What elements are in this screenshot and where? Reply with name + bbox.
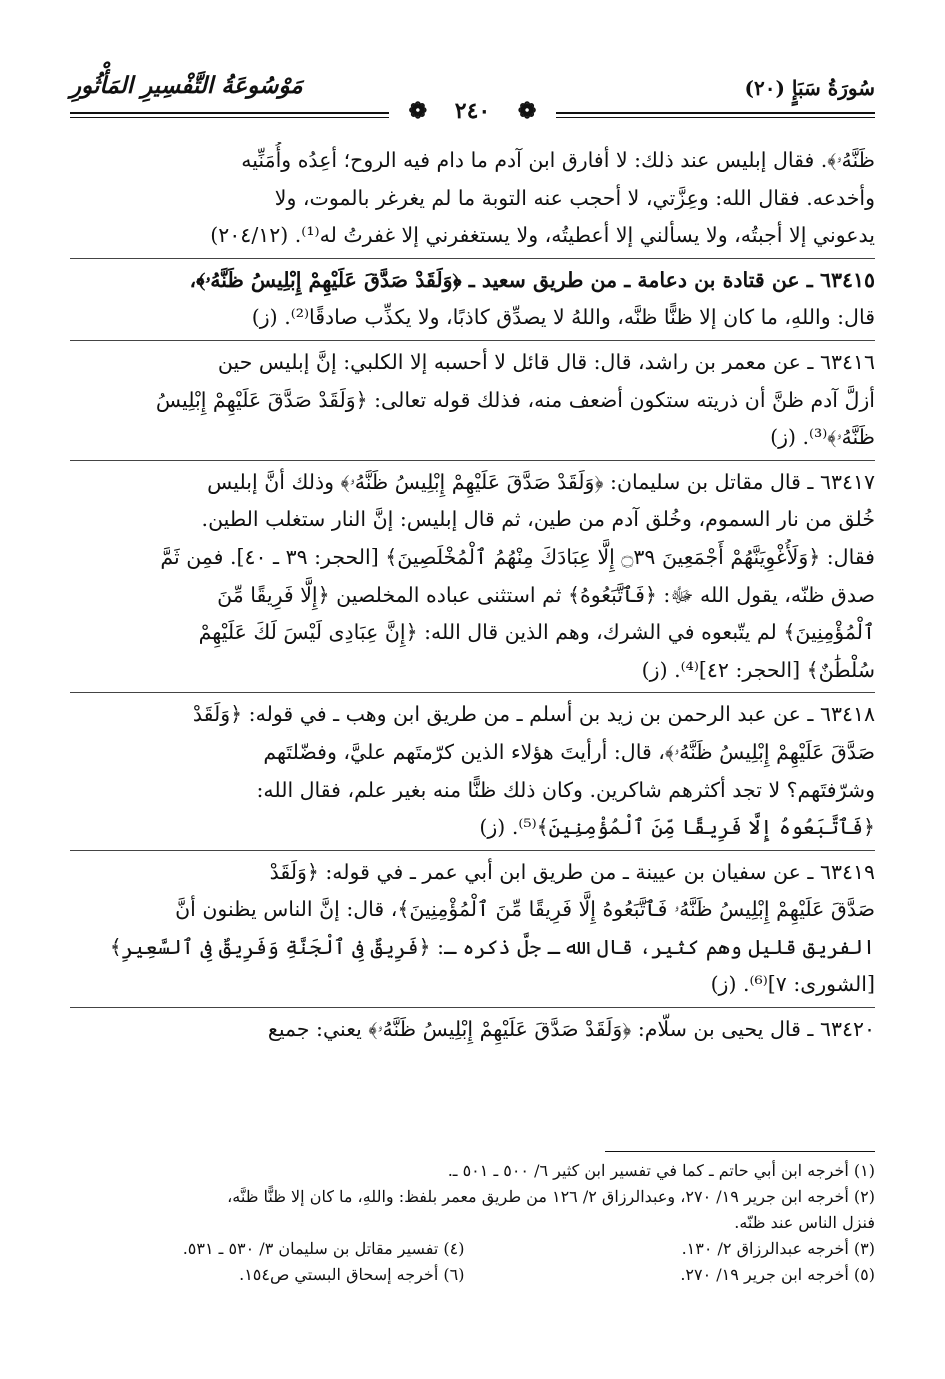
book-title: مَوْسُوعَةُ التَّفْسِيرِ المَأْثُورِ (70, 72, 303, 99)
footnote-row (70, 1236, 875, 1262)
entry-63418: ٦٣٤١٨ ـ عن عبد الرحمن بن زيد بن أسلم ـ من طريق ابن وهب ـ في قوله: ﴿وَلَقَدْ (192, 702, 875, 727)
text-line: أزلَّ آدم ظنَّ أن ذريته ستكون أضعف منه، فذلك قوله تعالى: ﴿وَلَقَدْ صَدَّقَ عَلَيْهِمْ إِبْلِيسُ (155, 387, 875, 412)
entry-separator (70, 258, 875, 259)
footnote-2: (٢) أخرجه ابن جرير ١٩/ ٢٧٠، وعبدالرزاق ٢/ ١٢٦ من طريق معمر بلفظ: واللهِ، ما كان إلا ظنًّا ظنَّه، (227, 1187, 875, 1206)
text-line: وأخدعه. فقال الله: وعِزَّتي، لا أحجب عنه التوبة ما لم يغرغر بالموت، ولا (274, 185, 875, 210)
text-line: ﴿فَٱتَّبَعُوهُ إِلَّا فَرِيقًا مِّنَ ٱلْمُؤْمِنِينَ﴾⁽⁵⁾. (ز) (479, 815, 875, 840)
footnotes (70, 1158, 875, 1288)
page-number-box (0, 98, 945, 124)
text-line: وشرّفتَهم؟ لا تجد أكثرهم شاكرين. وكان ذلك ظنًّا منه بغير علم، فقال الله: (256, 777, 875, 802)
footnote-6: (٦) أخرجه إسحاق البستي ص١٥٤. (239, 1265, 465, 1284)
text-line: صدق ظنّه، يقول الله ﷻ: ﴿فَٱتَّبَعُوهُ﴾ ثم استثنى عباده المخلصين ﴿إِلَّا فَرِيقًا مِّنَ (217, 582, 875, 607)
text-line: سُلْطَٰنٌ﴾ [الحجر: ٤٢]⁽⁴⁾. (ز) (641, 657, 875, 682)
text-line: ٱلْمُؤْمِنِينَ﴾ لم يتّبعوه في الشرك، وهم الذين قال الله: ﴿إِنَّ عِبَادِى لَيْسَ لَكَ عَلَيْهِمْ (198, 620, 875, 645)
text-line: صَدَّقَ عَلَيْهِمْ إِبْلِيسُ ظَنَّهُۥ﴾، قال: أرأيتَ هؤلاء الذين كرّمتَهم عليَّ، وفضّلتَهم (263, 739, 875, 764)
entry-separator (70, 340, 875, 341)
text-line: ظَنَّهُۥ﴾. فقال إبليس عند ذلك: لا أفارق ابن آدم ما دام فيه الروح؛ أعِدُه وأُمَنِّيه (241, 148, 875, 172)
surah-title: سُورَةُ سَبَإٍ (٢٠) (744, 76, 875, 100)
page-number: ٢٤٠ (445, 98, 500, 124)
footnote-rule (605, 1151, 875, 1152)
entry-63419: ٦٣٤١٩ ـ عن سفيان بن عيينة ـ من طريق ابن أبي عمر ـ في قوله: ﴿وَلَقَدْ (269, 859, 875, 884)
entry-separator (70, 850, 875, 851)
footnote-5: (٥) أخرجه ابن جرير ١٩/ ٢٧٠. (680, 1265, 875, 1284)
text-line: ظَنَّهُۥ﴾⁽³⁾. (ز) (770, 425, 875, 450)
entry-63416: ٦٣٤١٦ ـ عن معمر بن راشد، قال: قال قائل لا أحسبه إلا الكلبي: إنَّ إبليس حين (217, 349, 875, 374)
text-line: [الشورى: ٧]⁽⁶⁾. (ز) (710, 972, 875, 997)
footnote-2-continued: فنزل الناس عند ظنّه. (734, 1213, 875, 1232)
footnote-3: (٣) أخرجه عبدالرزاق ٢/ ١٣٠. (681, 1239, 875, 1258)
footnote-1: (١) أخرجه ابن أبي حاتم ـ كما في تفسير ابن كثير ٦/ ٥٠٠ ـ ٥٠١ ـ. (447, 1161, 875, 1180)
entry-63420: ٦٣٤٢٠ ـ قال يحيى بن سلّام: ﴿وَلَقَدْ صَدَّقَ عَلَيْهِمْ إِبْلِيسُ ظَنَّهُۥ﴾ يعني: جميع (267, 1017, 875, 1042)
text-line: خُلق من نار السموم، وخُلق آدم من طين، ثم قال إبليس: إنَّ النار ستغلب الطين. (201, 507, 875, 532)
text-line: الفريق قليل وهم كثير، قال الله ـ جلَّ ذكره ـ: ﴿فَرِيقٌ فِى ٱلْجَنَّةِ وَفَرِيقٌ فِى ٱلسَّعِيرِ﴾ (109, 934, 875, 959)
entry-63415: ٦٣٤١٥ ـ عن قتادة بن دعامة ـ من طريق سعيد ـ ﴿وَلَقَدْ صَدَّقَ عَلَيْهِمْ إِبْلِيسُ ظَنَّهُۥ﴾، (189, 267, 875, 292)
entry-separator (70, 692, 875, 693)
text-line: قال: واللهِ، ما كان إلا ظنًّا ظنَّه، واللهُ لا يصدِّق كاذبًا، ولا يكذِّب صادقًا⁽²⁾. (ز) (251, 305, 875, 330)
entry-separator (70, 460, 875, 461)
footnote-4: (٤) تفسير مقاتل بن سليمان ٣/ ٥٣٠ ـ ٥٣١. (182, 1239, 465, 1258)
ornament-icon: ❁ (399, 98, 437, 124)
text-line: فقال: ﴿وَلَأُغْوِيَنَّهُمْ أَجْمَعِينَ ۝٣٩ إِلَّا عِبَادَكَ مِنْهُمُ ٱلْمُخْلَصِينَ﴾ [الحجر: ٣٩ ـ ٤٠]. فمِن ثَمَّ (160, 544, 875, 569)
entry-separator (70, 1007, 875, 1008)
ornament-icon: ❁ (508, 98, 546, 124)
text-line: صَدَّقَ عَلَيْهِمْ إِبْلِيسُ ظَنَّهُۥ فَٱتَّبَعُوهُ إِلَّا فَرِيقًا مِّنَ ٱلْمُؤْمِنِينَ﴾، قال: إنَّ الناس يظنون أنَّ (175, 897, 875, 922)
entry-63417: ٦٣٤١٧ ـ قال مقاتل بن سليمان: ﴿وَلَقَدْ صَدَّقَ عَلَيْهِمْ إِبْلِيسُ ظَنَّهُۥ﴾ وذلك أنَّ إبليس (207, 469, 875, 494)
text-line: يدعوني إلا أجبتُه، ولا يسألني إلا أعطيتُه، ولا يستغفرني إلا غفرتُ له⁽¹⁾. (٢٠٤/١٢) (210, 223, 875, 248)
footnote-row (70, 1262, 875, 1288)
main-text (70, 142, 875, 1049)
